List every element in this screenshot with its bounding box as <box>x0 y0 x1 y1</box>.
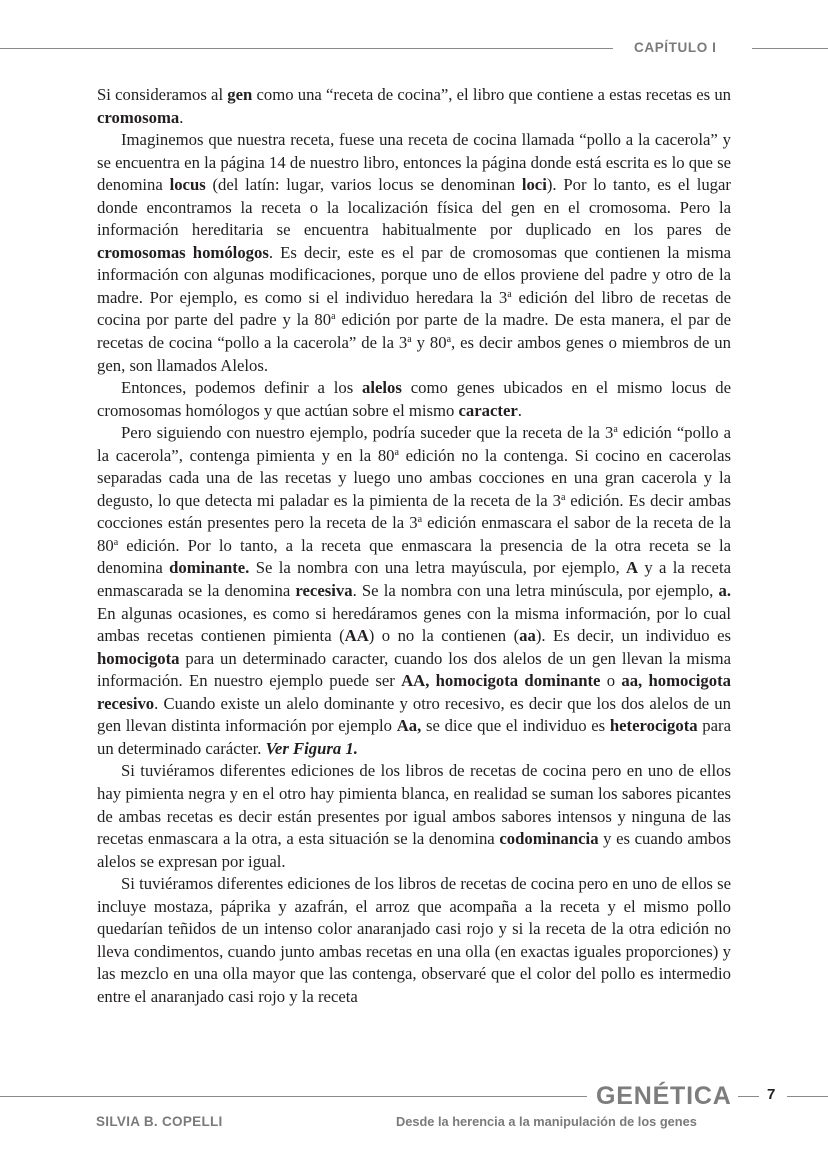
text-run: para un determinado caracter, cuando los dos alelos de un gen llevan la misma información. En nuestro ejemplo puede ser <box>97 648 731 691</box>
ordinal-superscript: a <box>560 491 566 503</box>
text-run: Imaginemos que nuestra receta, fuese una receta de cocina llamada “pollo a la cacerola” y se encuentra en la página 14 de nuestro libro, entonces la página donde está escrita es lo que se denomina <box>97 130 731 195</box>
text-run: ). Es decir, un individuo es <box>535 626 731 646</box>
ordinal-superscript: a <box>331 311 336 323</box>
chapter-label: CAPÍTULO I <box>634 40 717 55</box>
bold-term: dominante. <box>169 558 250 578</box>
text-run: como una “receta de cocina”, el libro que contiene a estas recetas es un <box>252 85 732 104</box>
paragraph <box>97 377 731 422</box>
bold-term: cromosoma <box>97 107 180 127</box>
ordinal-superscript: a <box>407 334 412 346</box>
bold-term: heterocigota <box>609 716 698 736</box>
bold-term: Aa, <box>396 716 422 736</box>
text-run: Pero siguiendo con nuestro ejemplo, podría suceder que la receta de la 3 <box>121 423 614 443</box>
text-run: Si tuviéramos diferentes ediciones de los libros de recetas de cocina pero en uno de ellos se incluye mostaza, páprika y azafrán, el arroz que acompaña a la receta y el mismo pollo quedarían teñidos de un intenso color anaranjado casi rojo y si la receta de la otra edición no lleva condimentos, cuando junto ambas recetas en una olla (en exactas iguales proporciones) y las mezclo en una olla mayor que las contenga, observaré que el color del pollo es intermedio entre el anaranjado casi rojo y la receta <box>97 874 731 1006</box>
text-run: Entonces, podemos definir a los <box>121 378 363 398</box>
text-run: . Es decir, este es el par de cromosomas que contienen la misma información con algunas modificaciones, porque uno de ellos proviene del padre y otro de la madre. Por ejemplo, es como si el individuo heredara la 3 <box>97 242 731 307</box>
text-run: ). Por lo tanto, es el lugar donde encontramos la receta o la localización física del gen en el cromosoma. Pero la información hereditaria se encuentra habitualmente por duplicado en los pares de <box>97 175 731 240</box>
header-rule-right <box>752 48 828 49</box>
text-run: (del latín: lugar, varios locus se denominan <box>205 175 522 195</box>
footer-rule-right <box>787 1096 828 1097</box>
author-name: SILVIA B. COPELLI <box>96 1114 223 1129</box>
page-number: 7 <box>767 1086 776 1103</box>
text-run: . Se la nombra con una letra minúscula, por ejemplo, <box>352 581 719 601</box>
text-run: y 80 <box>411 333 447 353</box>
page-footer <box>0 1080 828 1140</box>
text-run: como genes ubicados en el mismo locus de cromosomas homólogos y que actúan sobre el mismo <box>97 378 731 420</box>
bold-term: aa, homocigota recesivo <box>97 671 731 713</box>
ordinal-superscript: a <box>113 536 119 548</box>
bold-term: caracter <box>458 400 518 420</box>
paragraph <box>97 84 731 129</box>
bold-term: codominancia <box>499 829 599 849</box>
footer-dash <box>738 1096 759 1097</box>
book-title: GENÉTICA <box>596 1082 732 1110</box>
header-rule-left <box>0 48 613 49</box>
ordinal-superscript: a <box>613 424 618 436</box>
bold-term: a. <box>718 581 731 601</box>
bold-term: cromosomas homólogos <box>97 242 269 262</box>
text-run: edición “pollo a la cacerola”, contenga pimienta y en la 80 <box>97 423 731 465</box>
page-header <box>0 38 828 60</box>
bold-term: A <box>625 558 639 578</box>
text-run: se dice que el individuo es <box>421 716 610 736</box>
text-run: Si consideramos al <box>97 85 228 104</box>
text-run: , es decir ambos genes o miembros de un gen, son llamados Alelos. <box>97 333 731 375</box>
text-run: edición no la contenga. Si cocino en cacerolas separadas cada una de las recetas y luego uno ambas cocciones en una gran cacerola y la degusto, lo que detecta mi paladar es la pimienta de la receta de la 3 <box>97 445 731 510</box>
text-run: o <box>600 671 622 691</box>
text-run: edición por parte de la madre. De esta manera, el par de recetas de cocina “pollo a la cacerola” de la 3 <box>97 310 731 353</box>
bold-term: AA, homocigota dominante <box>401 671 601 691</box>
bold-term: gen <box>227 85 253 104</box>
bold-term: aa <box>519 626 536 646</box>
bold-italic-term <box>266 739 358 758</box>
text-run: edición. Es decir ambas cocciones están presentes pero la receta de la 3 <box>97 490 731 533</box>
ordinal-superscript: a <box>417 514 423 526</box>
text-run: . <box>517 400 522 420</box>
body-text <box>97 84 731 1008</box>
text-run: ) o no la contienen ( <box>368 626 520 646</box>
text-run: . Cuando existe un alelo dominante y otro recesivo, es decir que los dos alelos de un gen llevan distinta información por ejemplo <box>97 693 731 736</box>
paragraph <box>97 873 731 1008</box>
text-run: Se la nombra con una letra mayúscula, por ejemplo, <box>249 558 626 578</box>
ordinal-superscript: a <box>394 446 399 458</box>
figure-reference: Ver Figura 1. <box>265 738 358 758</box>
text-run: y es cuando ambos alelos se expresan por igual. <box>97 829 731 871</box>
text-run: edición del libro de recetas de cocina por parte del padre y la 80 <box>97 287 731 330</box>
bold-term: AA <box>344 626 369 646</box>
text-run: . <box>179 107 184 127</box>
paragraph <box>97 129 731 377</box>
bold-term: homocigota <box>97 648 180 668</box>
paragraph <box>97 422 731 760</box>
text-run: para un determinado carácter. <box>97 716 732 758</box>
bold-term: loci <box>521 175 547 195</box>
footer-rule-left <box>0 1096 587 1097</box>
book-subtitle: Desde la herencia a la manipulación de los genes <box>396 1114 697 1129</box>
text-run: edición. Por lo tanto, a la receta que enmascara la presencia de la otra receta se la denomina <box>97 535 731 578</box>
text-run: y a la receta enmascarada se la denomina <box>97 558 731 601</box>
ordinal-superscript: a <box>446 334 452 346</box>
paragraph <box>97 760 731 873</box>
text-run: En algunas ocasiones, es como si heredáramos genes con la misma información, por lo cual ambas recetas contienen pimienta ( <box>97 603 731 646</box>
text-run: Si tuviéramos diferentes ediciones de los libros de recetas de cocina pero en uno de ellos hay pimienta negra y en el otro hay pimienta blanca, en realidad se suman los sabores picantes de ambas recetas es decir están presentes por igual ambos sabores intensos y ninguna de las recetas enmascara a la otra, a esta situación se la denomina <box>97 761 731 849</box>
bold-term: recesiva <box>295 581 353 601</box>
bold-term: locus <box>169 175 206 195</box>
ordinal-superscript: a <box>507 288 512 300</box>
text-run: edición enmascara el sabor de la receta de la 80 <box>97 513 731 555</box>
bold-term: alelos <box>362 378 402 398</box>
